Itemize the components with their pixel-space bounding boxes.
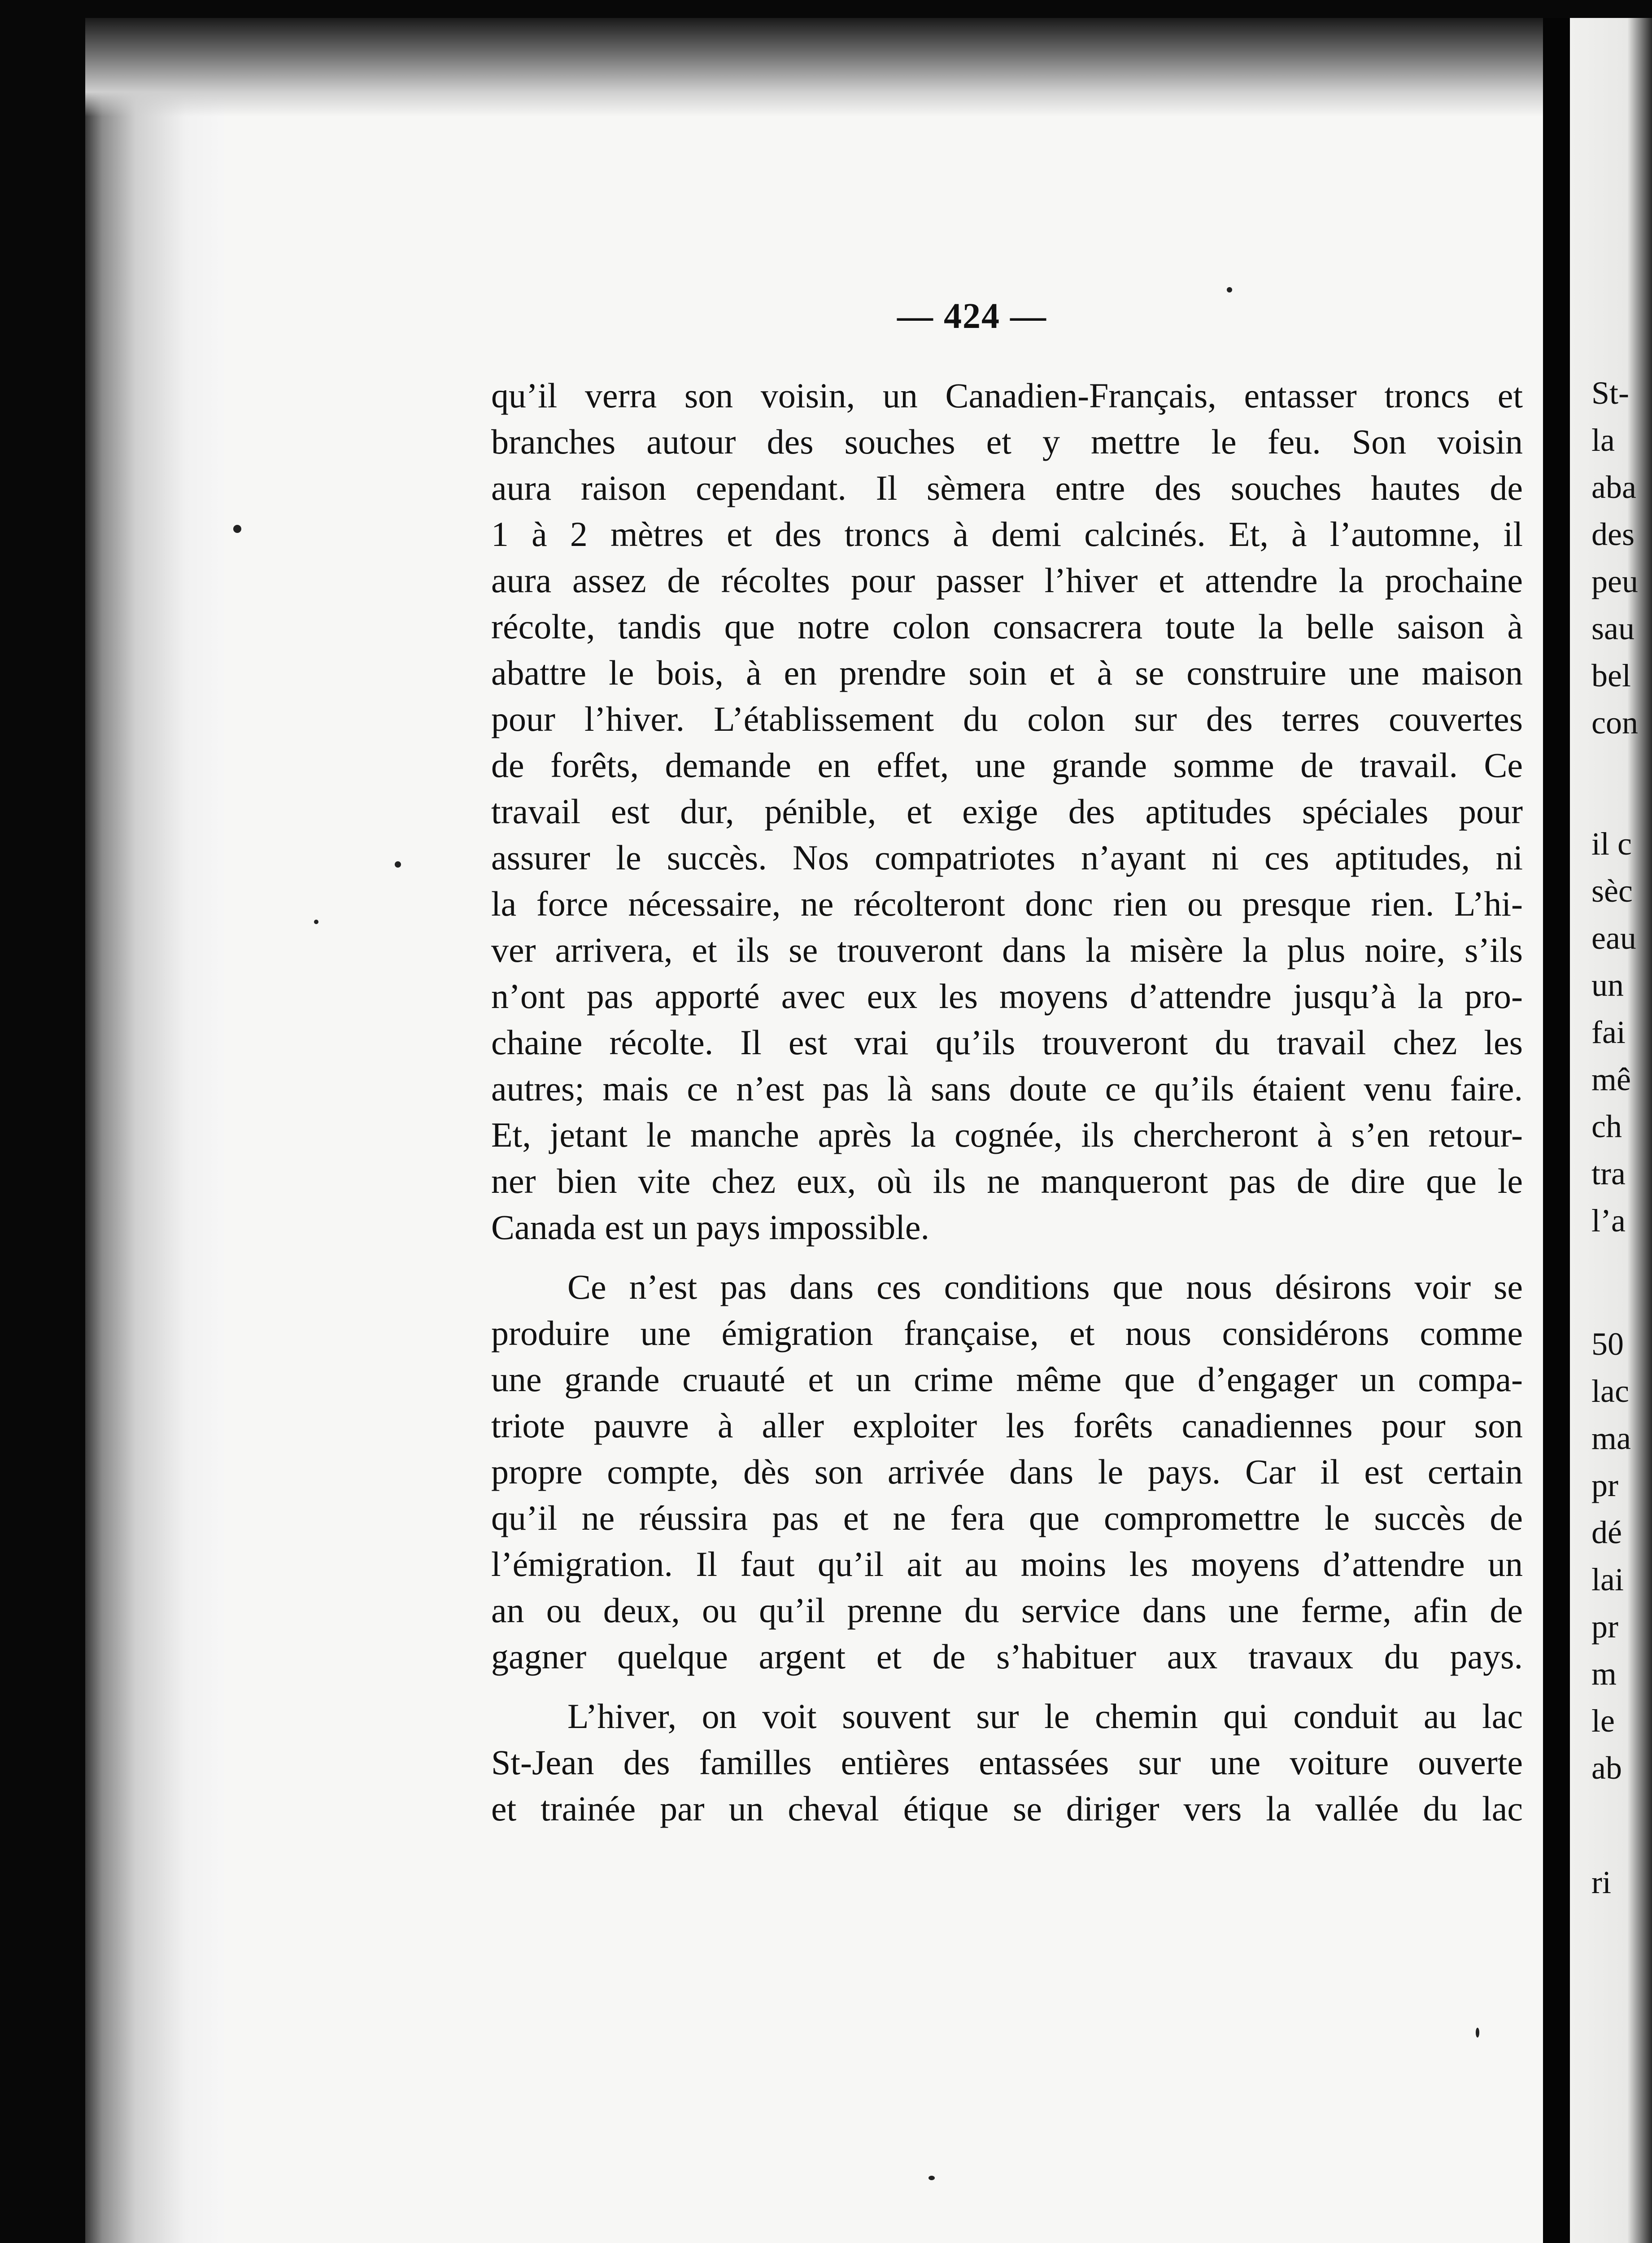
next-page-line: fai bbox=[1591, 1014, 1626, 1050]
next-page-line: ri bbox=[1591, 1864, 1611, 1900]
next-page-line: ma bbox=[1591, 1420, 1631, 1456]
next-page-line: lai bbox=[1591, 1562, 1624, 1597]
scan-speck bbox=[314, 920, 318, 924]
text-line: ver arrivera, et ils se trouveront dans la misère la plus noire, s’ils bbox=[491, 930, 1523, 969]
text-line: autres; mais ce n’est pas là sans doute ce qu’ils étaient venu faire. bbox=[491, 1069, 1523, 1108]
text-line: qu’il ne réussira pas et ne fera que compromettre le succès de bbox=[491, 1498, 1523, 1537]
text-line: travail est dur, pénible, et exige des aptitudes spéciales pour bbox=[491, 792, 1523, 831]
text-line: la force nécessaire, ne récolteront donc rien ou presque rien. L’hi- bbox=[491, 884, 1523, 923]
text-line: une grande cruauté et un crime même que d’engager un compa- bbox=[491, 1360, 1523, 1399]
left-page-gutter bbox=[85, 31, 229, 2243]
next-page-line: tra bbox=[1591, 1156, 1626, 1191]
next-page-line: ab bbox=[1591, 1750, 1622, 1786]
scan-speck bbox=[1227, 287, 1232, 292]
text-line: triote pauvre à aller exploiter les forêts canadiennes pour son bbox=[491, 1406, 1523, 1445]
text-line: gagner quelque argent et de s’habituer aux travaux du pays. bbox=[491, 1637, 1523, 1676]
scan-speck bbox=[928, 2176, 935, 2180]
text-line: St-Jean des familles entières entassées sur une voiture ouverte bbox=[491, 1743, 1523, 1782]
next-page-line: un bbox=[1591, 967, 1624, 1003]
next-page-line: ch bbox=[1591, 1108, 1622, 1144]
next-page-line: pr bbox=[1591, 1467, 1618, 1503]
text-line: aura assez de récoltes pour passer l’hiver et attendre la prochaine bbox=[491, 561, 1523, 600]
text-line: pour l’hiver. L’établissement du colon sur des terres couvertes bbox=[491, 699, 1523, 738]
text-line: Ce n’est pas dans ces conditions que nous désirons voir se bbox=[567, 1267, 1523, 1306]
text-line: assurer le succès. Nos compatriotes n’ayant ni ces aptitudes, ni bbox=[491, 838, 1523, 877]
page-number: — 424 — bbox=[897, 297, 1047, 336]
next-page-line: bel bbox=[1591, 658, 1631, 694]
next-page-line: il c bbox=[1591, 826, 1632, 862]
text-line: L’hiver, on voit souvent sur le chemin qui conduit au lac bbox=[567, 1697, 1523, 1736]
next-page-line: eau bbox=[1591, 920, 1636, 956]
text-line: produire une émigration française, et nous considérons comme bbox=[491, 1314, 1523, 1353]
text-line: l’émigration. Il faut qu’il ait au moins les moyens d’attendre un bbox=[491, 1545, 1523, 1584]
next-page-line: peu bbox=[1591, 563, 1638, 599]
text-line: et trainée par un cheval étique se diriger vers la vallée du lac bbox=[491, 1789, 1523, 1828]
text-line: Canada est un pays impossible. bbox=[491, 1208, 930, 1247]
next-page-line: m bbox=[1591, 1656, 1617, 1692]
text-line: qu’il verra son voisin, un Canadien-Français, entasser troncs et bbox=[491, 376, 1523, 415]
body-text bbox=[491, 372, 1523, 1832]
text-line: abattre le bois, à en prendre soin et à se construire une maison bbox=[491, 653, 1523, 692]
paragraph-gap bbox=[491, 1680, 1523, 1693]
next-page-line: pr bbox=[1591, 1609, 1618, 1645]
text-line: propre compte, dès son arrivée dans le pays. Car il est certain bbox=[491, 1452, 1523, 1491]
next-page-line: sèc bbox=[1591, 873, 1633, 909]
text-line: Et, jetant le manche après la cognée, ils chercheront à s’en retour- bbox=[491, 1115, 1523, 1154]
text-line: an ou deux, ou qu’il prenne du service dans une ferme, afin de bbox=[491, 1591, 1523, 1630]
top-scan-shadow bbox=[85, 18, 1565, 117]
next-page-line: sau bbox=[1591, 611, 1635, 646]
scan-speck bbox=[1476, 2028, 1479, 2038]
next-page-line: des bbox=[1591, 516, 1635, 552]
text-line: récolte, tandis que notre colon consacrera toute la belle saison à bbox=[491, 607, 1523, 646]
next-page-line: la bbox=[1591, 422, 1615, 458]
next-page-fragment bbox=[1570, 18, 1652, 2243]
text-line: 1 à 2 mètres et des troncs à demi calcinés. Et, à l’automne, il bbox=[491, 515, 1523, 554]
text-line: de forêts, demande en effet, une grande somme de travail. Ce bbox=[491, 746, 1523, 785]
next-page-line: lac bbox=[1591, 1373, 1629, 1409]
next-page-line: aba bbox=[1591, 469, 1636, 505]
next-page-line: l’a bbox=[1591, 1203, 1626, 1239]
next-page-line: dé bbox=[1591, 1514, 1622, 1550]
next-page-line: mê bbox=[1591, 1061, 1631, 1097]
next-page-line: St- bbox=[1591, 375, 1630, 411]
text-line: chaine récolte. Il est vrai qu’ils trouveront du travail chez les bbox=[491, 1023, 1523, 1062]
scan-speck bbox=[395, 861, 401, 868]
scan-speck bbox=[233, 525, 241, 533]
paragraph-gap bbox=[491, 1250, 1523, 1264]
text-line: n’ont pas apporté avec eux les moyens d’attendre jusqu’à la pro- bbox=[491, 977, 1523, 1016]
next-page-line: con bbox=[1591, 705, 1638, 741]
book-binding bbox=[1543, 18, 1570, 2243]
next-page-line: le bbox=[1591, 1703, 1615, 1739]
next-page-line: 50 bbox=[1591, 1326, 1624, 1362]
text-line: aura raison cependant. Il sèmera entre des souches hautes de bbox=[491, 468, 1523, 507]
text-line: ner bien vite chez eux, où ils ne manqueront pas de dire que le bbox=[491, 1161, 1523, 1200]
text-line: branches autour des souches et y mettre le feu. Son voisin bbox=[491, 422, 1523, 461]
